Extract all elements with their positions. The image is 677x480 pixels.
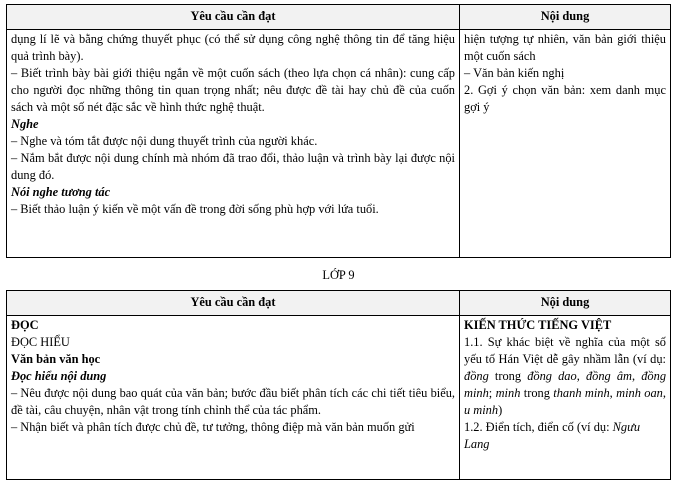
example-term: minh [495,386,521,400]
requirements-table-grade8 [6,4,671,258]
header-content: Nội dung [460,291,671,316]
subsection-literary-text: Văn bản văn học [11,352,101,366]
example-term: đồng [464,369,489,383]
content-cell [460,316,671,480]
subsection-reading-comprehension: ĐỌC HIỂU [11,335,70,349]
subsection-content-comprehension: Đọc hiểu nội dung [11,369,107,383]
text-fragment: , [609,386,617,400]
paragraph: – Văn bản kiến nghị [464,66,565,80]
paragraph [464,334,666,419]
paragraph: – Biết trình bày bài giới thiệu ngắn về một cuốn sách (theo lựa chọn cá nhân): cung cấp cho người đọc những thông tin quan trọng nhất; nêu được đề tài hay chủ đề của cuốn sách và một số nét đặc sắc về hình thức nghệ thuật. [11,66,455,114]
paragraph: – Nhận biết và phân tích được chủ đề, tư tưởng, thông điệp mà văn bản muốn gửi [11,420,415,434]
text-fragment: trong [488,369,528,383]
text-fragment: , [632,369,642,383]
paragraph: – Nêu được nội dung bao quát của văn bản; bước đầu biết phân tích các chi tiết tiêu biểu, đề tài, câu chuyện, nhân vật trong tính chỉnh thể của tác phẩm. [11,386,455,417]
example-term: đồng âm [585,369,632,383]
text-fragment: , [662,386,666,400]
example-term: đồng dao [527,369,577,383]
section-heading-listening: Nghe [11,117,39,131]
section-heading-vietnamese-knowledge: KIẾN THỨC TIẾNG VIỆT [464,318,612,332]
table-header-row [7,291,671,316]
section-heading-interactive: Nói nghe tương tác [11,185,111,199]
section-heading-reading: ĐỌC [11,318,39,332]
example-term: minh oan [616,386,663,400]
text-fragment: 1.2. Điển tích, điển cố (ví dụ: [464,420,613,434]
example-term: đồng minh [464,369,667,400]
text-fragment: ) [498,403,503,417]
grade-title: LỚP 9 [322,268,355,282]
table-header-row [7,5,671,30]
text-fragment: ; [488,386,496,400]
paragraph: – Nắm bắt được nội dung chính mà nhóm đã trao đổi, thảo luận và trình bày lại được nội dung đó. [11,151,455,182]
requirements-cell [7,30,460,258]
example-term: Ngưu Lang [464,420,641,451]
paragraph [464,419,666,453]
paragraph: – Biết thảo luận ý kiến về một vấn đề trong đời sống phù hợp với lứa tuổi. [11,202,379,216]
header-requirements: Yêu cầu cần đạt [7,291,460,316]
example-term: u minh [464,403,499,417]
header-requirements: Yêu cầu cần đạt [7,5,460,30]
paragraph: – Nghe và tóm tắt được nội dung thuyết trình của người khác. [11,134,318,148]
content-cell [460,30,671,258]
text-fragment: trong [520,386,554,400]
table-row [7,316,671,480]
text-fragment: , [576,369,586,383]
header-content: Nội dung [460,5,671,30]
requirements-table-grade9 [6,290,671,480]
text-fragment: 1.1. Sự khác biệt về nghĩa của một số yếu tố Hán Việt dễ gây nhầm lẫn (ví dụ: [464,335,666,366]
example-term: thanh minh [553,386,610,400]
paragraph: dụng lí lẽ và bằng chứng thuyết phục (có thể sử dụng công nghệ thông tin để tăng hiệu quả trình bày). [11,32,455,63]
requirements-cell [7,316,460,480]
table-row [7,30,671,258]
paragraph: 2. Gợi ý chọn văn bản: xem danh mục gợi ý [464,83,666,114]
paragraph: hiện tượng tự nhiên, văn bản giới thiệu một cuốn sách [464,32,666,63]
